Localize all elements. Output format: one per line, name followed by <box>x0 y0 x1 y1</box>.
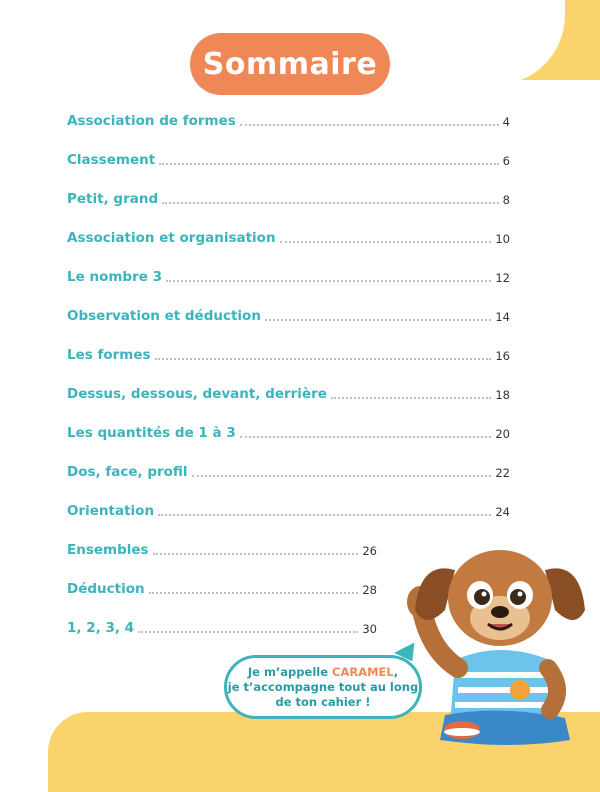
toc-label: Ensembles <box>67 542 149 558</box>
toc-row[interactable] <box>67 538 377 558</box>
toc-label: Dos, face, profil <box>67 464 188 480</box>
toc-leader-dots <box>166 280 491 282</box>
toc-page-number: 8 <box>502 193 510 207</box>
toc-row[interactable] <box>67 382 510 402</box>
toc-row[interactable] <box>67 226 510 246</box>
toc-label: Orientation <box>67 503 155 519</box>
toc-page-number: 20 <box>495 427 510 441</box>
toc-leader-dots <box>240 436 492 438</box>
bubble-text: , <box>393 664 399 679</box>
toc-row[interactable] <box>67 187 510 207</box>
toc-page-number: 10 <box>495 232 510 246</box>
toc-row[interactable] <box>67 304 510 324</box>
toc-page-number: 26 <box>362 544 377 558</box>
bubble-line-2: je t’accompagne tout au long <box>227 679 419 694</box>
toc-row[interactable] <box>67 265 510 285</box>
toc-leader-dots <box>159 163 499 165</box>
toc-page-number: 30 <box>362 622 377 636</box>
toc-row[interactable] <box>67 460 510 480</box>
toc-page-number: 12 <box>495 271 510 285</box>
toc-page-number: 16 <box>495 349 510 363</box>
bubble-line-3: de ton cahier ! <box>275 694 371 709</box>
mascot-name: CARAMEL <box>332 664 394 679</box>
toc-page-number: 18 <box>495 388 510 402</box>
bubble-line-1 <box>248 665 398 680</box>
toc-page-number: 22 <box>495 466 510 480</box>
toc-label: Association de formes <box>67 113 236 129</box>
toc-leader-dots <box>158 514 491 516</box>
toc-leader-dots <box>265 319 491 321</box>
toc-row[interactable] <box>67 343 510 363</box>
dog-mascot-illustration <box>400 540 600 747</box>
toc-row[interactable] <box>67 499 510 519</box>
toc-row[interactable] <box>67 148 510 168</box>
bubble-text: Je m’appelle <box>247 664 333 679</box>
toc-leader-dots <box>138 631 358 633</box>
toc-page-number: 4 <box>502 115 510 129</box>
speech-bubble <box>224 655 422 719</box>
toc-label: Petit, grand <box>67 191 159 207</box>
toc-leader-dots <box>280 241 492 243</box>
toc-leader-dots <box>155 358 492 360</box>
toc-leader-dots <box>240 124 499 126</box>
toc-label: Dessus, dessous, devant, derrière <box>67 386 327 402</box>
toc-label: Les quantités de 1 à 3 <box>67 425 236 441</box>
toc-row[interactable] <box>67 616 377 636</box>
toc-leader-dots <box>153 553 359 555</box>
toc-leader-dots <box>162 202 499 204</box>
toc-label: Les formes <box>67 347 151 363</box>
toc-page-number: 14 <box>495 310 510 324</box>
toc-label: Déduction <box>67 581 145 597</box>
toc-leader-dots <box>149 592 359 594</box>
toc-label: Observation et déduction <box>67 308 261 324</box>
toc-page-number: 28 <box>362 583 377 597</box>
page-title: Sommaire <box>190 33 390 95</box>
toc-label: Classement <box>67 152 156 168</box>
toc-row[interactable] <box>67 109 510 129</box>
toc-row[interactable] <box>67 421 510 441</box>
toc-label: Association et organisation <box>67 230 276 246</box>
toc-leader-dots <box>331 397 491 399</box>
toc-label: 1, 2, 3, 4 <box>67 620 135 636</box>
toc-page-number: 6 <box>502 154 510 168</box>
toc-label: Le nombre 3 <box>67 269 162 285</box>
toc-page-number: 24 <box>495 505 510 519</box>
toc-leader-dots <box>192 475 492 477</box>
toc-row[interactable] <box>67 577 377 597</box>
